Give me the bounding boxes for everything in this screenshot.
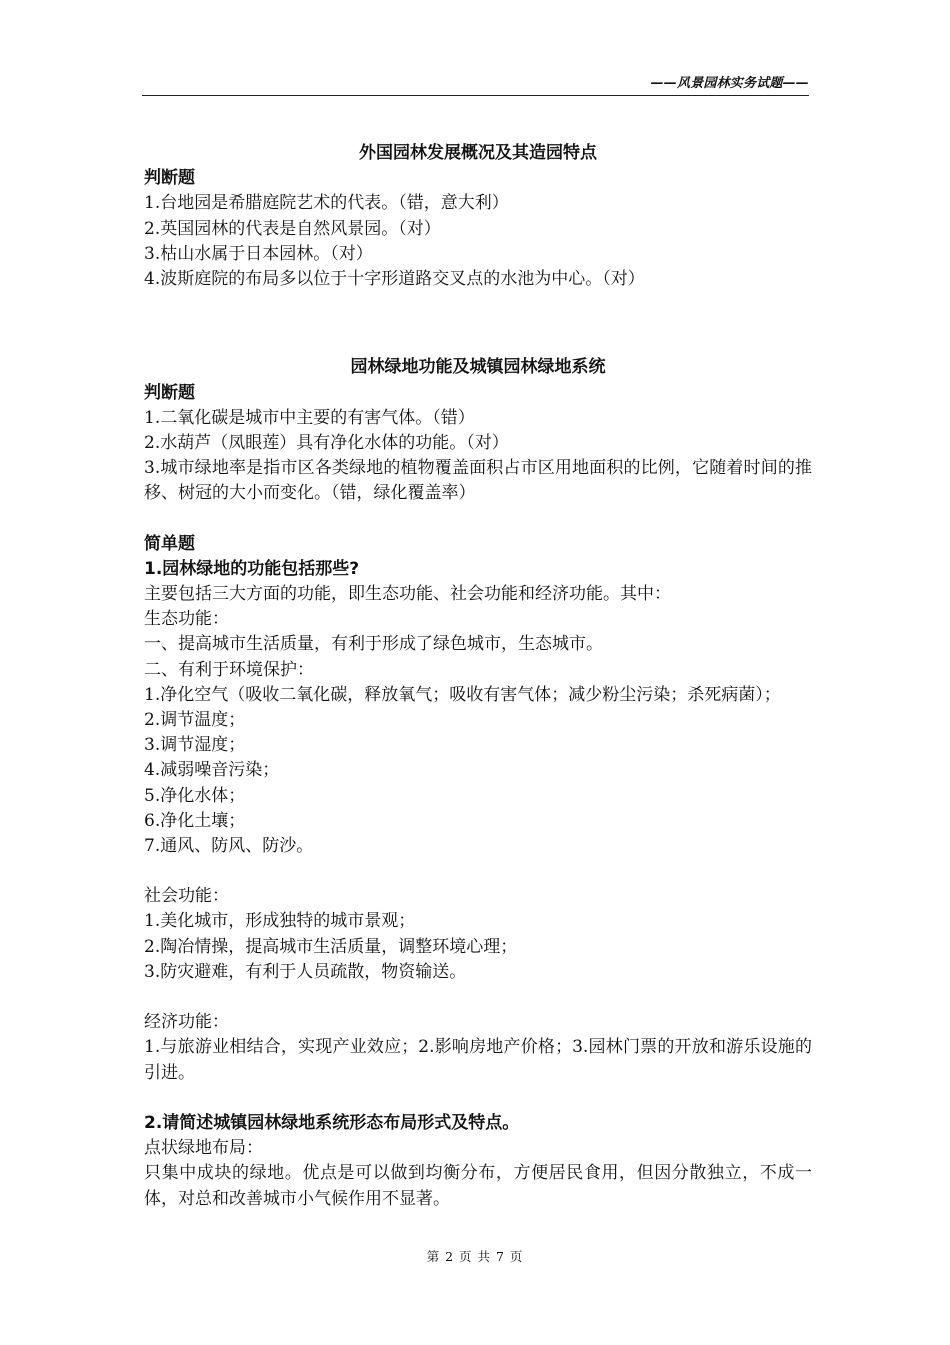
econ-text: 1.与旅游业相结合，实现产业效应；2.影响房地产价格；3.园林门票的开放和游乐设施的引进。	[144, 1037, 812, 1083]
econ-function-label: 经济功能：	[144, 1012, 229, 1033]
judge-heading-1: 判断题	[144, 168, 195, 189]
eco-point: 一、提高城市生活质量，有利于形成了绿色城市，生态城市。	[144, 634, 603, 655]
document-body	[144, 141, 812, 1212]
eco-item: 1.净化空气（吸收二氧化碳，释放氧气；吸收有害气体；减少粉尘污染；杀死病菌）；	[144, 684, 781, 705]
eco-point: 二、有利于环境保护：	[144, 659, 314, 680]
eco-item: 7.通风、防风、防沙。	[144, 835, 314, 856]
point-layout-text: 只集中成块的绿地。优点是可以做到均衡分布，方便居民食用，但因分散独立，不成一体，对总和改善城市小气候作用不显著。	[144, 1163, 812, 1209]
judge-item: 2.水葫芦（凤眼莲）具有净化水体的功能。（对）	[144, 432, 509, 453]
judge-item: 1.台地园是希腊庭院艺术的代表。（错，意大利）	[144, 193, 509, 214]
social-item: 2.陶冶情操，提高城市生活质量，调整环境心理；	[144, 936, 518, 957]
eco-item: 4.减弱噪音污染；	[144, 760, 280, 781]
question-1: 1.园林绿地的功能包括那些?	[144, 558, 360, 579]
eco-item: 6.净化土壤；	[144, 810, 246, 831]
answer-intro: 主要包括三大方面的功能，即生态功能、社会功能和经济功能。其中：	[144, 584, 671, 605]
judge-item: 2.英国园林的代表是自然风景园。（对）	[144, 218, 441, 239]
eco-function-label: 生态功能：	[144, 609, 229, 630]
eco-item: 3.调节湿度；	[144, 735, 246, 756]
page-header	[142, 68, 809, 96]
judge-item: 4.波斯庭院的布局多以位于十字形道路交叉点的水池为中心。（对）	[144, 268, 645, 289]
social-item: 1.美化城市，形成独特的城市景观；	[144, 911, 416, 932]
judge-heading-2: 判断题	[144, 382, 195, 403]
point-layout-label: 点状绿地布局：	[144, 1138, 263, 1159]
social-function-label: 社会功能：	[144, 886, 229, 907]
question-2: 2.请简述城镇园林绿地系统形态布局形式及特点。	[144, 1113, 520, 1134]
social-item: 3.防灾避难，有利于人员疏散，物资输送。	[144, 961, 467, 982]
judge-item: 3.城市绿地率是指市区各类绿地的植物覆盖面积占市区用地面积的比例，它随着时间的推移、树冠的大小而变化。（错，绿化覆盖率）	[144, 458, 812, 504]
page-number: 第 2 页 共 7 页	[426, 1249, 524, 1264]
section-title-green-space: 园林绿地功能及城镇园林绿地系统	[350, 357, 606, 378]
eco-item: 2.调节温度；	[144, 709, 246, 730]
short-answer-heading: 简单题	[144, 533, 195, 554]
section-title-foreign-gardens: 外国园林发展概况及其造园特点	[359, 143, 597, 163]
judge-item: 1.二氧化碳是城市中主要的有害气体。（错）	[144, 407, 475, 428]
judge-item: 3.枯山水属于日本园林。（对）	[144, 243, 373, 264]
header-title: ——风景园林实务试题——	[650, 76, 809, 91]
eco-item: 5.净化水体；	[144, 785, 246, 806]
